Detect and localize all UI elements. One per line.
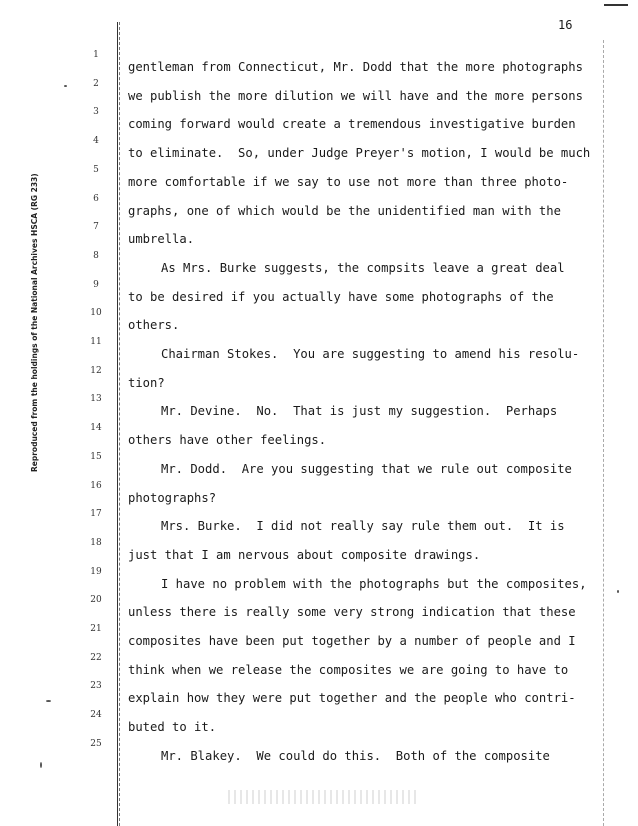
transcript-line: just that I am nervous about composite drawings.	[128, 547, 481, 562]
line-number: 12	[90, 365, 102, 376]
transcript-line: gentleman from Connecticut, Mr. Dodd that the more photographs	[128, 60, 583, 74]
line-number: 8	[93, 250, 99, 261]
line-number: 4	[93, 136, 99, 147]
transcript-line: unless there is really some very strong indication that these	[128, 605, 576, 620]
transcript-line: composites have been put together by a number of people and I	[128, 634, 576, 648]
line-number: 7	[93, 222, 99, 233]
transcript-line: I have no problem with the photographs but the composites,	[161, 576, 587, 591]
transcript-line: Mr. Devine. No. That is just my suggestion. Perhaps	[161, 404, 558, 419]
transcript-line: to be desired if you actually have some photographs of the	[128, 289, 554, 304]
line-number: 6	[93, 193, 99, 204]
transcript-line: explain how they were put together and the people who contri-	[128, 691, 576, 706]
transcript-line: Mr. Blakey. We could do this. Both of the composite	[161, 748, 550, 763]
transcript-line: umbrella.	[128, 232, 195, 247]
line-number: 11	[90, 337, 102, 347]
line-number: 24	[90, 710, 102, 721]
transcript-line: coming forward would create a tremendous investigative burden	[128, 117, 576, 132]
transcript-line: Chairman Stokes. You are suggesting to amend his resolu-	[161, 347, 580, 361]
line-number: 3	[93, 107, 99, 118]
line-number: 9	[93, 279, 99, 290]
scan-speck	[64, 85, 67, 87]
line-number: 25	[90, 738, 102, 749]
right-margin-rule	[603, 40, 604, 826]
transcript-line: more comfortable if we say to use not more than three photo-	[128, 174, 569, 189]
line-number: 20	[90, 595, 102, 606]
transcript-line: others have other feelings.	[128, 433, 327, 448]
page-number: 16	[558, 18, 573, 32]
line-number: 23	[90, 681, 102, 692]
line-number: 22	[90, 652, 102, 663]
line-number: 14	[90, 423, 102, 434]
transcript-line: buted to it.	[128, 720, 217, 735]
transcript-line: others.	[128, 318, 180, 333]
transcript-line: to eliminate. So, under Judge Preyer's motion, I would be much	[128, 146, 591, 161]
line-number: 19	[90, 566, 102, 577]
line-number: 18	[90, 537, 102, 548]
transcript-line: photographs?	[128, 490, 217, 505]
transcript-line: As Mrs. Burke suggests, the compsits leave a great deal	[161, 260, 565, 275]
transcript-line: tion?	[128, 375, 165, 390]
left-margin-rule	[117, 22, 118, 826]
line-number: 5	[93, 164, 99, 175]
scan-speck	[40, 762, 42, 768]
line-number: 17	[90, 509, 102, 520]
transcript-line: we publish the more dilution we will have and the more persons	[128, 88, 583, 103]
line-number: 10	[90, 308, 102, 319]
line-number: 13	[90, 394, 102, 405]
archive-stamp: Reproduced from the holdings of the National Archives HSCA (RG 233)	[30, 173, 39, 472]
scan-speck	[617, 590, 619, 593]
line-number: 2	[93, 78, 99, 89]
transcript-line: Mr. Dodd. Are you suggesting that we rule out composite	[161, 461, 572, 476]
top-edge-mark	[604, 4, 628, 6]
line-number: 1	[93, 50, 99, 60]
transcript-line: graphs, one of which would be the unidentified man with the	[128, 203, 561, 218]
transcript-line: think when we release the composites we are going to have to	[128, 662, 569, 677]
line-number: 15	[90, 451, 102, 462]
scan-smudge	[228, 790, 418, 804]
scan-speck	[46, 700, 51, 702]
left-margin-rule-dashed	[119, 22, 120, 826]
line-number: 16	[90, 480, 102, 491]
line-number: 21	[90, 624, 102, 634]
transcript-line: Mrs. Burke. I did not really say rule them out. It is	[161, 519, 565, 534]
